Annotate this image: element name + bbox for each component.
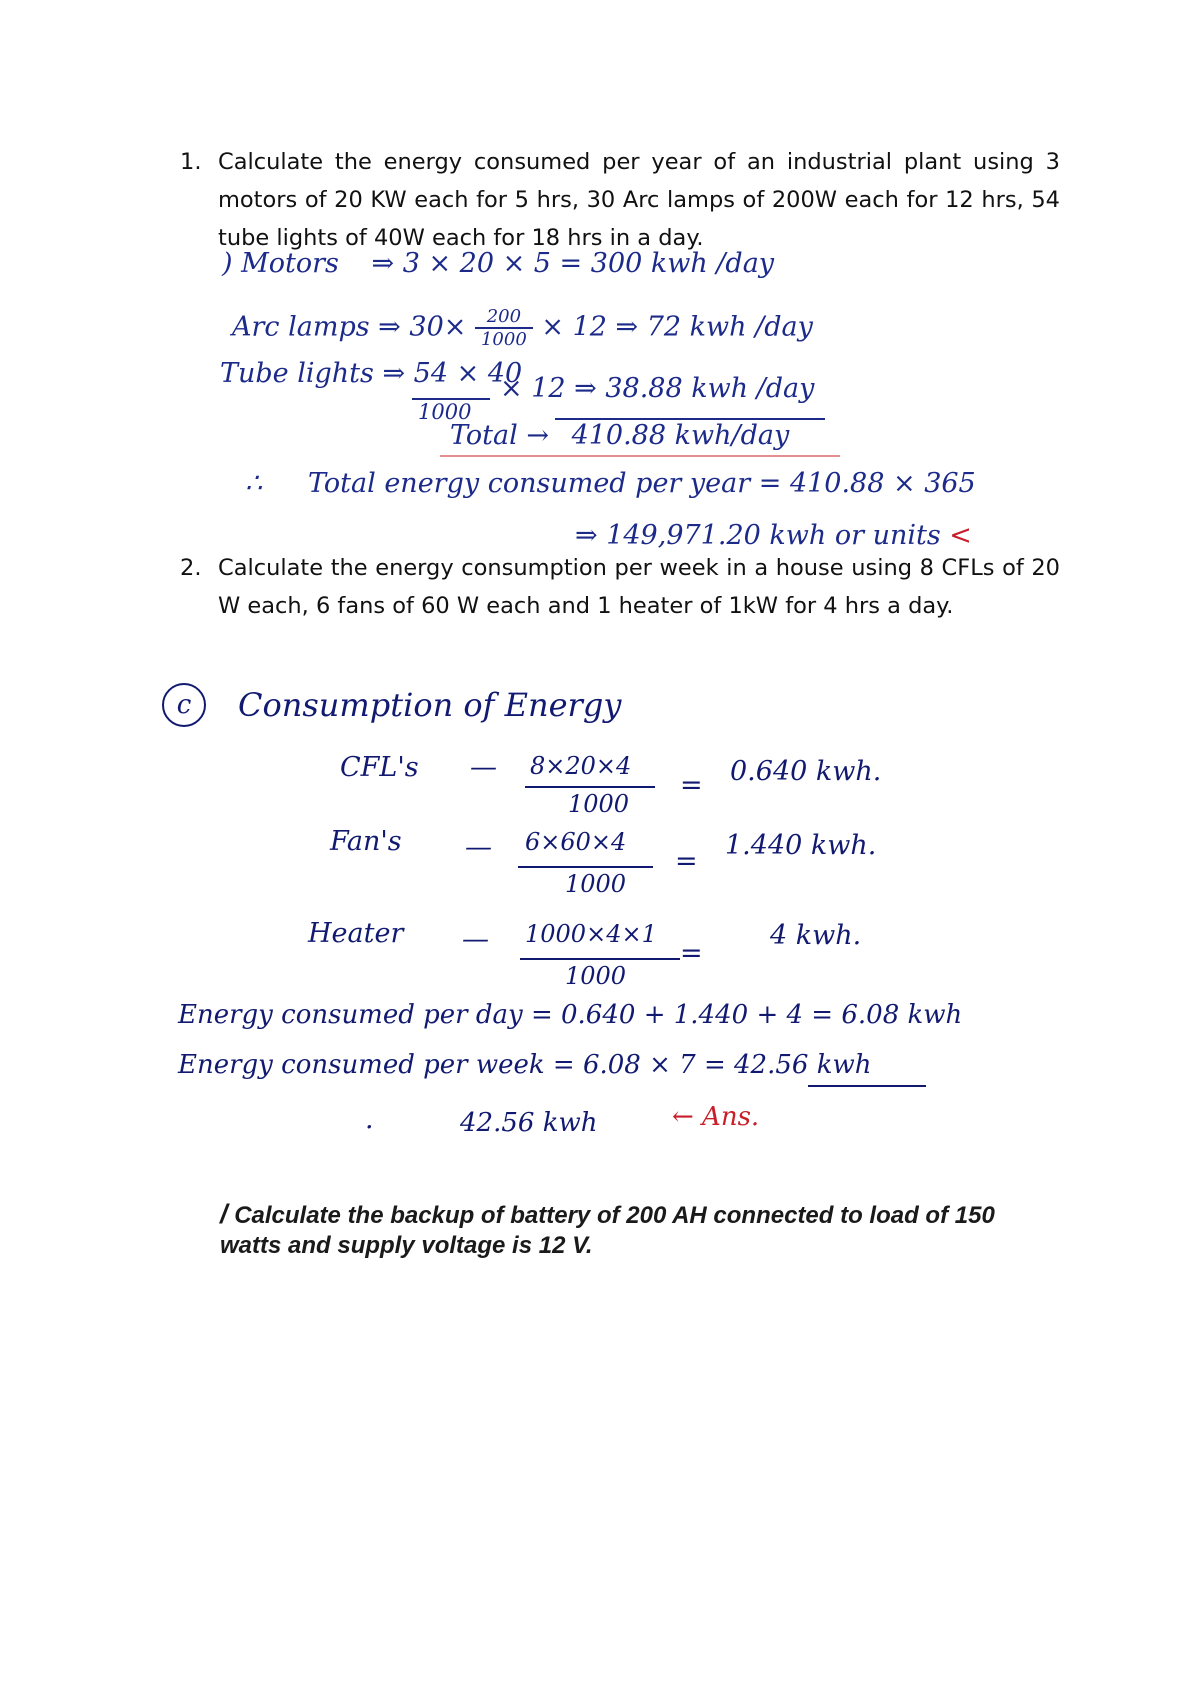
- question-3-lead: /: [220, 1199, 228, 1229]
- tube-label: Tube lights ⇒ 54 × 40: [220, 358, 523, 389]
- motors-expression: ⇒ 3 × 20 × 5 = 300 kwh /day: [371, 248, 775, 279]
- red-underline: [440, 455, 840, 457]
- row-fan-den: 1000: [565, 870, 627, 898]
- total-label: Total →: [450, 420, 549, 451]
- solution-1-total: [450, 420, 789, 451]
- tube-denominator: 1000: [418, 400, 472, 424]
- question-2-text: Calculate the energy consumption per week in a house using 8 CFLs of 20 W each, 6 fans of 60 W each and 1 heater of 1kW for 4 hrs a day.: [218, 555, 1060, 619]
- motors-label: ) Motors: [222, 248, 339, 279]
- circled-letter: c: [162, 683, 206, 727]
- energy-per-week: Energy consumed per week = 6.08 × 7 = 42.56 kwh: [178, 1050, 872, 1080]
- question-3: [220, 1199, 1120, 1261]
- question-3-part1: Calculate the backup of battery of 200 AH connected to load of 150: [234, 1202, 995, 1229]
- question-1-text: Calculate the energy consumed per year of an industrial plant using 3 motors of 20 KW each for 5 hrs, 30 Arc lamps of 200W each for 12 hrs, 54 tube lights of 40W each for 18 hrs in a day.: [218, 149, 1060, 251]
- answer-tag: ← Ans.: [672, 1102, 760, 1132]
- row-fan-label: Fan's: [330, 826, 402, 857]
- result-arrow: <: [949, 520, 972, 551]
- row-fan-dash: —: [465, 832, 492, 863]
- row-heater-dash: —: [462, 924, 489, 955]
- row-fan-eq: =: [675, 846, 698, 877]
- tube-fraction-bar: [412, 398, 490, 400]
- row-heater-eq: =: [680, 938, 703, 969]
- solution-1-motors: [222, 248, 774, 279]
- arc-label: Arc lamps ⇒: [232, 311, 401, 343]
- row-cfl-eq: =: [680, 770, 703, 801]
- row-cfl-label: CFL's: [340, 752, 419, 783]
- solution-1-year-line: Total energy consumed per year = 410.88 × 365: [308, 468, 976, 499]
- answer-dot: ·: [365, 1112, 374, 1143]
- row-heater-label: Heater: [308, 918, 404, 949]
- question-3-part2: watts and supply voltage is 12 V.: [220, 1232, 593, 1259]
- arc-right: × 12 ⇒ 72 kwh /day: [541, 311, 813, 343]
- row-cfl-num: 8×20×4: [530, 752, 632, 780]
- result-line: ⇒ 149,971.20 kwh or units: [575, 520, 941, 551]
- tube-right: × 12 ⇒ 38.88 kwh /day: [500, 373, 815, 404]
- question-2: [180, 549, 1060, 625]
- row-heater-result: 4 kwh.: [770, 920, 862, 951]
- row-heater-num: 1000×4×1: [525, 920, 657, 948]
- row-heater-den: 1000: [565, 962, 627, 990]
- row-fan-result: 1.440 kwh.: [725, 830, 877, 861]
- row-cfl-dash: —: [470, 752, 497, 783]
- solution-2-heading: Consumption of Energy: [238, 686, 622, 724]
- row-cfl-result: 0.640 kwh.: [730, 756, 882, 787]
- question-1: [180, 143, 1060, 257]
- arc-fraction-den: 1000: [480, 329, 527, 350]
- arc-fraction: [475, 306, 533, 350]
- solution-1-arc-lamps: [232, 306, 813, 350]
- row-cfl-den: 1000: [568, 790, 630, 818]
- arc-fraction-num: 200: [475, 306, 533, 329]
- row-fan-bar: [518, 866, 653, 868]
- solution-1-tube-lights: [220, 358, 522, 389]
- per-week-underline: [808, 1085, 926, 1087]
- therefore-symbol: ∴: [245, 468, 263, 499]
- energy-per-day: Energy consumed per day = 0.640 + 1.440 + 4 = 6.08 kwh: [178, 1000, 963, 1030]
- row-fan-num: 6×60×4: [525, 828, 627, 856]
- row-cfl-bar: [525, 786, 655, 788]
- question-1-number: 1.: [180, 149, 202, 175]
- total-value: 410.88 kwh/day: [571, 420, 790, 451]
- answer-value: 42.56 kwh: [460, 1108, 598, 1138]
- question-2-number: 2.: [180, 555, 202, 581]
- arc-left: 30×: [409, 311, 467, 343]
- solution-1-result: [575, 520, 972, 551]
- row-heater-bar: [520, 958, 680, 960]
